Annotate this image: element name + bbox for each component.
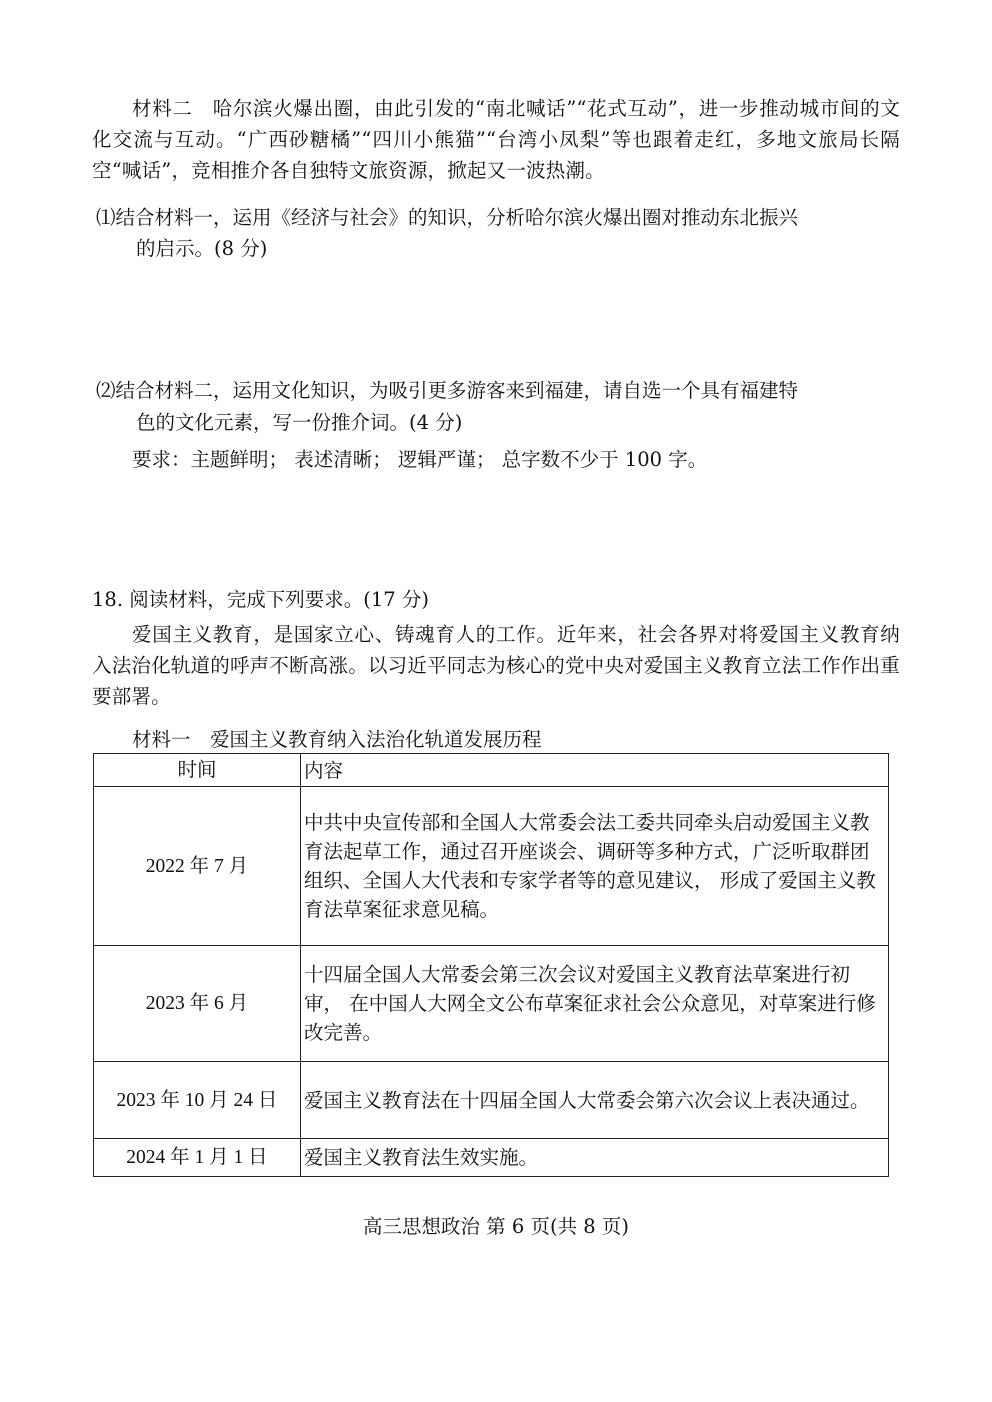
question-18-heading: 18. 阅读材料，完成下列要求。(17 分) — [92, 588, 429, 611]
question-1-line-1: ⑴结合材料一，运用《经济与社会》的知识，分析哈尔滨火爆出圈对推动东北振兴 — [96, 206, 799, 229]
page-footer: 高三思想政治 第 6 页(共 8 页) — [362, 1215, 630, 1238]
header-time: 时间 — [94, 754, 301, 787]
question-18-intro: 爱国主义教育，是国家立心、铸魂育人的工作。近年来，社会各界对将爱国主义教育纳入法治化轨道的呼声不断高涨。以习近平同志为核心的党中央对爱国主义教育立法工作作出重要部署。 — [92, 623, 900, 708]
table-row — [94, 946, 889, 1062]
question-1-line-2: 的启示。(8 分) — [136, 237, 268, 260]
row-content: 爱国主义教育法生效实施。 — [301, 1139, 889, 1177]
question-2-line-1: ⑵结合材料二，运用文化知识，为吸引更多游客来到福建，请自选一个具有福建特 — [96, 379, 799, 402]
question-2-requirement: 要求：主题鲜明； 表述清晰； 逻辑严谨； 总字数不少于 100 字。 — [132, 448, 708, 471]
row-content: 中共中央宣传部和全国人大常委会法工委共同牵头启动爱国主义教育法起草工作，通过召开座谈会、调研等多种方式，广泛听取群团组织、全国人大代表和专家学者等的意见建议， 形成了爱国主义教育法草案征求意见稿。 — [301, 787, 889, 946]
row-time: 2024 年 1 月 1 日 — [94, 1139, 301, 1177]
table-header-row — [94, 754, 889, 787]
table-row — [94, 787, 889, 946]
row-content: 爱国主义教育法在十四届全国人大常委会第六次会议上表决通过。 — [301, 1062, 889, 1139]
row-content: 十四届全国人大常委会第三次会议对爱国主义教育法草案进行初审， 在中国人大网全文公布草案征求社会公众意见，对草案进行修改完善。 — [301, 946, 889, 1062]
question-2-line-2: 色的文化元素，写一份推介词。(4 分) — [136, 411, 463, 434]
table-row — [94, 1139, 889, 1177]
header-content: 内容 — [301, 754, 889, 787]
row-time: 2022 年 7 月 — [94, 787, 301, 946]
row-time: 2023 年 10 月 24 日 — [94, 1062, 301, 1139]
material-two-paragraph: 材料二 哈尔滨火爆出圈，由此引发的“南北喊话”“花式互动”，进一步推动城市间的文化交流与互动。“广西砂糖橘”“四川小熊猫”“台湾小凤梨”等也跟着走红，多地文旅局长隔空“喊话”，竞相推介各自独特文旅资源，掀起又一波热潮。 — [92, 97, 900, 182]
timeline-table — [93, 753, 889, 1177]
material-one-title: 材料一 爱国主义教育纳入法治化轨道发展历程 — [132, 728, 542, 751]
table-row — [94, 1062, 889, 1139]
row-time: 2023 年 6 月 — [94, 946, 301, 1062]
